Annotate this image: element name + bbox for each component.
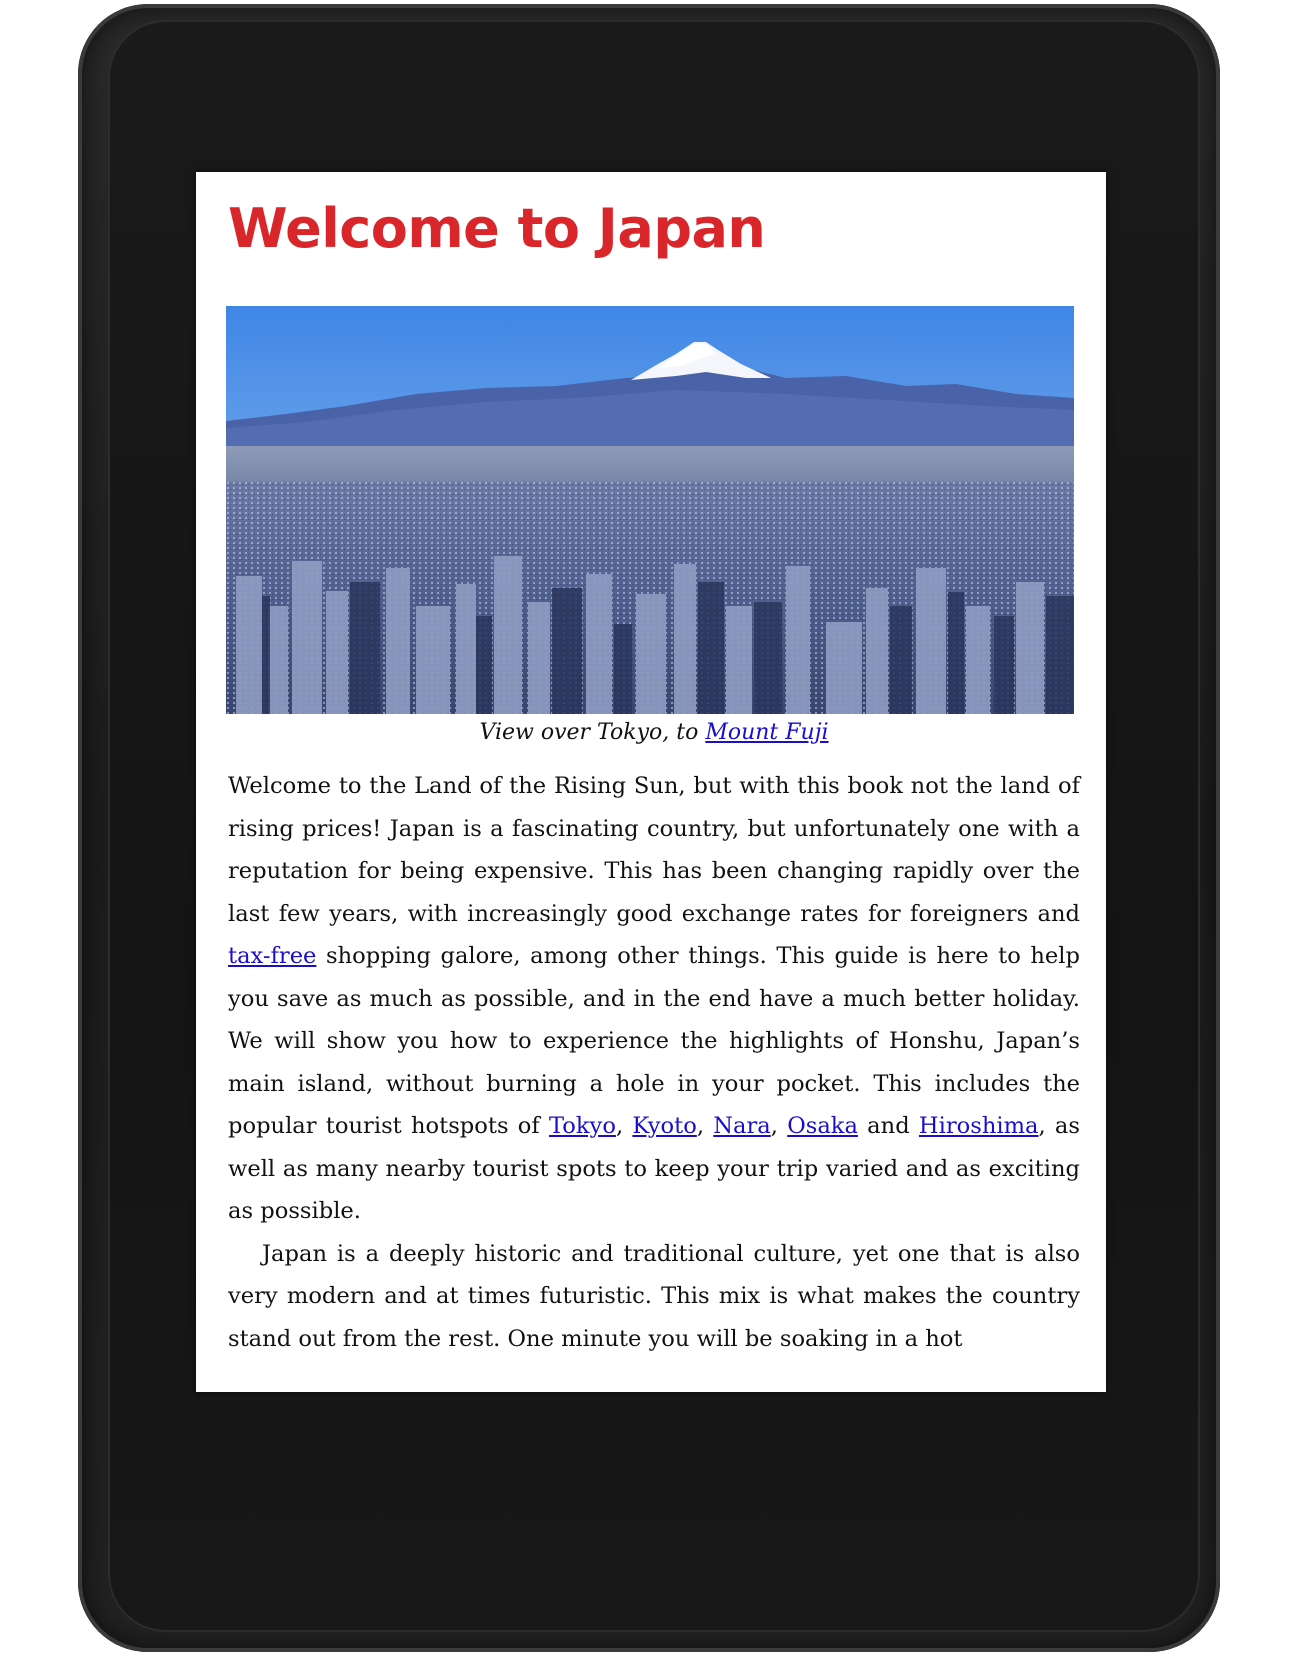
nara-link[interactable]: Nara [713,1113,771,1139]
separator: , [696,1113,714,1139]
paragraph-1-text-3: and [857,1113,919,1139]
page-title: Welcome to Japan [228,197,766,260]
tokyo-link[interactable]: Tokyo [548,1113,616,1139]
paragraph-2: Japan is a deeply historic and traditional culture, yet one that is also very modern and at times futuristic. This mix is what makes the country stand out from the rest. One minute you will be soaking in a hot [228,1240,1080,1352]
paragraph-1-text-2: shopping galore, among other things. This guide is here to help you save as much as possible, and in the end have a much better holiday. We will show you how to experience the highlights of Honshu, Japan’s main island, without burning a hole in your pocket. This includes the popular tourist hotspots of [228,943,1080,1139]
kyoto-link[interactable]: Kyoto [632,1113,697,1139]
caption-text: View over Tokyo, to [479,720,706,745]
paragraph-1-text-4: , as well as many nearby tourist spots to keep your trip varied and as exciting as possible. [228,1113,1080,1224]
separator: , [770,1113,788,1139]
paragraph-1 [228,765,1080,1233]
hiroshima-link[interactable]: Hiroshima [918,1113,1039,1139]
paragraph-1-text-1: Welcome to the Land of the Rising Sun, but with this book not the land of rising prices! Japan is a fascinating country, but unfortunately one with a reputation for being expensive. This has been changing rapidly over the last few years, with increasingly good exchange rates for foreigners and [228,773,1080,927]
ereader-screen[interactable] [196,172,1106,1392]
photo-caption [228,720,1080,745]
tokyo-mount-fuji-photo [226,306,1074,714]
osaka-link[interactable]: Osaka [787,1113,858,1139]
separator: , [615,1113,633,1139]
mount-fuji-link[interactable]: Mount Fuji [705,720,829,745]
tax-free-link[interactable]: tax-free [228,943,317,969]
